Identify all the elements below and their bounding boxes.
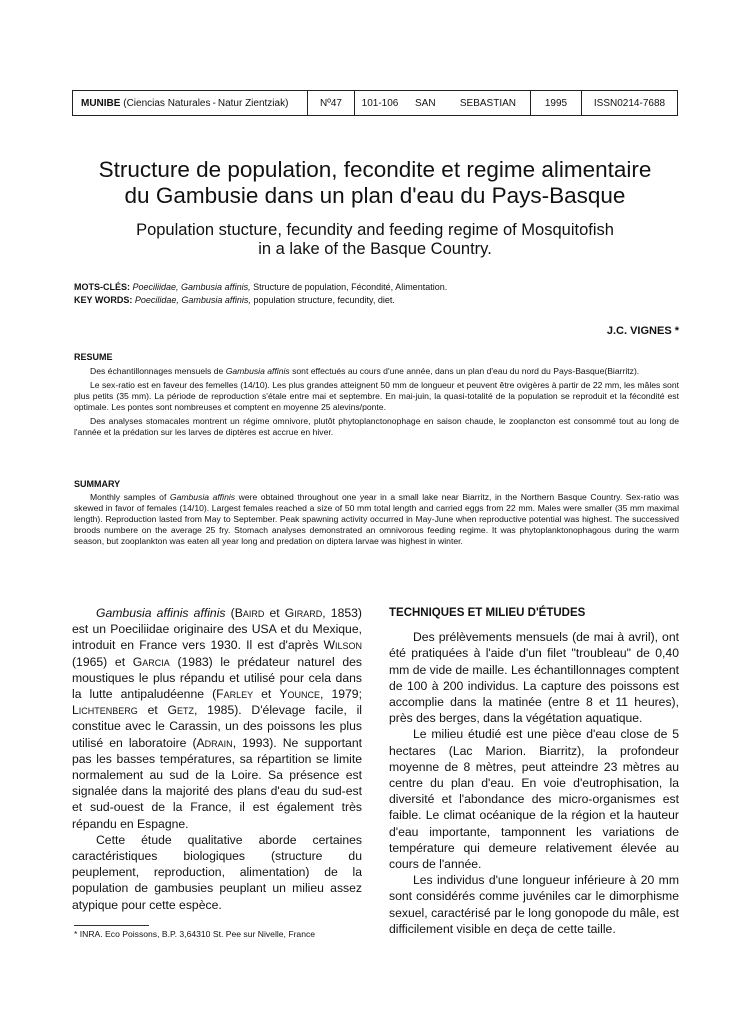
- left-paragraph: [72, 605, 362, 832]
- text-run: , 1993). Ne supportant pas les basses températures, sa répartition se limite normalement au sud de la Loire. Sa présence est signalée dans la majorité des plans d'eau du sud-est et sud-ouest de la France, il est également très répandu en Espagne.: [72, 735, 362, 831]
- journal-name: MUNIBE: [81, 97, 121, 109]
- keywords-en-text: population structure, fecundity, diet.: [253, 295, 395, 305]
- species-name: Gambusia affinis affinis: [96, 606, 226, 620]
- resume-p1-a: Des échantillonnages mensuels de: [90, 366, 224, 376]
- issue-number: Nº47: [320, 97, 342, 109]
- left-paragraph: Cette étude qualitative aborde certaines caractéristiques biologiques (structure du peuplement, reproduction, alimentation) de la population de gambusies peuplant un milieu assez atypique pour cette espèce.: [72, 832, 362, 912]
- summary-paragraph: [74, 492, 679, 547]
- journal-sub-b: Natur Zientziak): [217, 97, 289, 109]
- citation-author: Farley: [216, 687, 254, 702]
- resume-heading: RESUME: [74, 352, 113, 362]
- text-run: et: [269, 606, 280, 620]
- keywords-en: [74, 294, 684, 306]
- text-run: , 1853) est un Poeciliidae originaire des USA et du Mexique, introduit en France vers 1930. Il est d'après: [72, 606, 362, 653]
- issue-cell: [308, 91, 355, 115]
- right-paragraph: Le milieu étudié est une pièce d'eau close de 5 hectares (Lac Marion. Biarritz), la profondeur moyenne de 8 mètres, peut atteindre 23 mètres au centre du plan d'eau. En voie d'eutrophisation, la diversité et l'abondance des micro-organismes est faible. Le climat océanique de la région et la hauteur d'eau importante, tamponnent les variations de température qui demeure relativement élevée au cours de l'année.: [389, 727, 679, 872]
- citation-author: Baird: [234, 606, 265, 620]
- subtitle-line-1: Population stucture, fecundity and feeding regime of Mosquitofish: [136, 221, 614, 239]
- journal-header: [72, 90, 678, 116]
- summary-species: Gambusia affinis: [169, 492, 236, 502]
- issn-cell: [582, 91, 677, 115]
- resume-body: [74, 366, 679, 441]
- keywords-fr-text: Structure de population, Fécondité, Alimentation.: [253, 282, 448, 292]
- place-cell: [405, 91, 531, 115]
- keywords-fr-italic: Poeciliidae, Gambusia affinis,: [132, 282, 251, 292]
- citation-author: Lichtenberg: [72, 703, 138, 718]
- title-line-1: Structure de population, fecondite et regime alimentaire: [98, 157, 652, 182]
- text-run: , 1985). D'élevage facile, il constitue avec le Carassin, un des poissons les plus utilisé en laboratoire (: [72, 703, 363, 750]
- year-cell: [531, 91, 582, 115]
- summary-heading: SUMMARY: [74, 479, 121, 489]
- pages-cell: [355, 91, 405, 115]
- citation-author: Younce: [279, 687, 321, 702]
- footnote: * INRA. Eco Poissons, B.P. 3,64310 St. Pee sur Nivelle, France: [74, 929, 316, 939]
- keywords-fr: [74, 281, 684, 293]
- journal-dash: -: [212, 97, 216, 109]
- journal-sub-a: (Ciencias Naturales: [123, 97, 211, 109]
- title-line-2: du Gambusie dans un plan d'eau du Pays-Basque: [124, 183, 626, 208]
- keywords-en-label: KEY WORDS:: [74, 295, 133, 305]
- resume-paragraph: [74, 366, 679, 377]
- year: 1995: [544, 97, 568, 109]
- summary-p-b: were obtained throughout one year in a small lake near Biarritz, in the Northern Basque Country. Sex-ratio was skewed in favor of females (14/10). Largest females reached a size of 50 mm total length and carried eggs from 22 mm. Males were smaller (35 mm maximal length). Reproduction lasted from May to September. Peak spawning activity occurred in May-June when reproductive potential was highest. The successived broods numbere on the average 25 fry. Stomach analyses demonstrated an omnivorous feeding regime. It was phytoplanktonophagous during the warm season, but zooplankton was eaten all year long and predation on diptera larvae was highest in winter.: [74, 492, 679, 546]
- summary-p-a: Monthly samples of: [90, 492, 167, 502]
- article-title: [60, 157, 690, 209]
- resume-paragraph: Le sex-ratio est en faveur des femelles (14/10). Les plus grandes atteignent 50 mm de longueur et peuvent être ovigères à partir de 22 mm, les mâles sont plus petits (35 mm). La période de reproduction s'étale entre mai et septembre. En mai-juin, la quasi-totalité de la population se reproduit et la fécondité est optimale. Les pontes sont nombreuses et comptent en moyenne 25 alevins/ponte.: [74, 380, 679, 412]
- left-column: [72, 605, 362, 913]
- resume-paragraph: Des analyses stomacales montrent un régime omnivore, plutôt phytoplanctonophage en saison chaude, le zooplancton est consommé tout au long de l'année et la prédation sur les larves de diptères est accrue en hiver.: [74, 416, 679, 437]
- place-1: SAN: [415, 97, 436, 109]
- text-run: (1983) le prédateur naturel des moustiques le plus répandu et utilisé pour cela dans la lutte antipaludéenne (: [72, 654, 362, 702]
- author: J.C. VIGNES *: [606, 325, 679, 337]
- footnote-divider: [74, 925, 149, 926]
- text-run: (1965) et: [72, 654, 126, 669]
- section-heading: TECHNIQUES ET MILIEU D'ÉTUDES: [389, 607, 586, 619]
- text-run: , 1979;: [320, 687, 362, 702]
- keywords-fr-label: MOTS-CLÉS:: [74, 282, 130, 292]
- article-subtitle: [60, 221, 690, 259]
- page-range: 101-106: [361, 97, 399, 109]
- citation-author: Girard: [284, 606, 323, 620]
- resume-p1-b: sont effectués au cours d'une année, dans un plan d'eau du nord du Pays-Basque(Biarritz).: [292, 366, 640, 376]
- issn: ISSN0214-7688: [593, 97, 666, 109]
- citation-author: Adrain: [196, 735, 233, 750]
- journal-name-cell: [73, 91, 308, 115]
- right-paragraph: Des prélèvements mensuels (de mai à avril), ont été pratiquées à l'aide d'un filet "troubleau" de 0,40 mm de vide de maille. Les échantillonnages comptent de 100 à 200 individus. La capture des poissons est accomplie dans la matinée (entre 8 et 11 heures), près des berges, dans la végétation aquatique.: [389, 630, 679, 726]
- right-column: [389, 605, 679, 937]
- text-run: et: [261, 687, 272, 702]
- text-run: (: [230, 606, 235, 620]
- right-paragraph: Les individus d'une longueur inférieure à 20 mm sont considérés comme juvéniles car le dimorphisme sexuel, caractérisé par le long gonopode du mâle, est difficilement visible en deça de cette taille.: [389, 873, 679, 936]
- citation-author: Garcia: [132, 654, 170, 669]
- citation-author: Getz: [167, 703, 194, 718]
- text-run: et: [147, 703, 158, 718]
- place-2: SEBASTIAN: [459, 97, 516, 109]
- resume-p1-species: Gambusia affinis: [225, 366, 290, 376]
- citation-author: Wilson: [323, 638, 363, 653]
- summary-body: [74, 492, 679, 550]
- keywords-en-italic: Poecilidae, Gambusia affinis,: [134, 295, 251, 305]
- subtitle-line-2: in a lake of the Basque Country.: [258, 240, 492, 258]
